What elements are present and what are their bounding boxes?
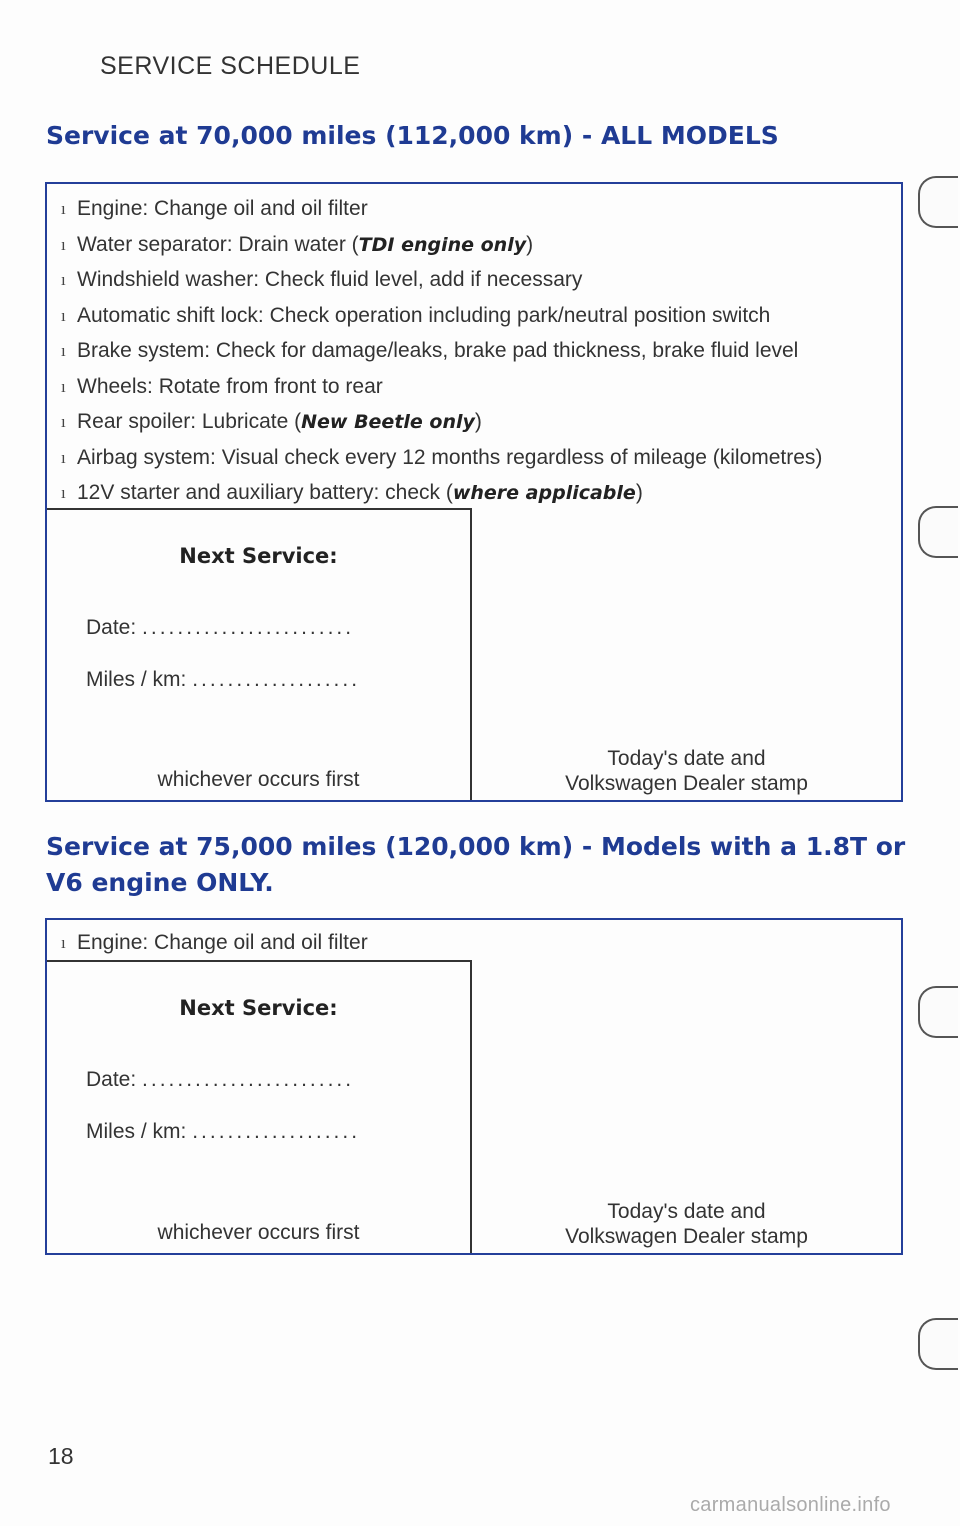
- page-number: 18: [48, 1443, 74, 1469]
- date-label: Date:: [86, 616, 137, 639]
- list-item: ı Rear spoiler: Lubricate (New Beetle only): [47, 404, 901, 440]
- date-label: Date:: [86, 1068, 137, 1091]
- list-item: ı Engine: Change oil and oil filter: [47, 191, 901, 227]
- bullet-icon: ı: [61, 376, 66, 396]
- date-field[interactable]: [86, 616, 354, 640]
- service-record-grid: [47, 508, 901, 800]
- miles-km-label: Miles / km:: [86, 668, 187, 691]
- miles-km-dots: ...................: [192, 1120, 361, 1143]
- miles-km-dots: ...................: [192, 668, 361, 691]
- dealer-stamp-caption: Today's date and Volkswagen Dealer stamp: [565, 747, 808, 795]
- bullet-icon: ı: [61, 305, 66, 325]
- list-item: ı Automatic shift lock: Check operation including park/neutral position switch: [47, 298, 901, 334]
- next-service-title: Next Service:: [179, 544, 338, 568]
- list-item: ı Brake system: Check for damage/leaks, brake pad thickness, brake fluid level: [47, 333, 901, 369]
- whichever-note: whichever occurs first: [157, 1221, 360, 1244]
- checklist: [47, 920, 901, 961]
- miles-km-field[interactable]: [86, 1120, 360, 1144]
- service-box-70000: [45, 182, 903, 802]
- next-service-panel: [47, 960, 472, 1253]
- checklist: [47, 184, 901, 511]
- miles-km-label: Miles / km:: [86, 1120, 187, 1143]
- bullet-icon: ı: [61, 933, 66, 952]
- list-item: ı 12V starter and auxiliary battery: check (where applicable): [47, 475, 901, 511]
- date-dots: ........................: [142, 616, 355, 639]
- whichever-note: whichever occurs first: [157, 768, 360, 791]
- list-item: ı Water separator: Drain water (TDI engine only): [47, 227, 901, 263]
- service-box-75000: [45, 918, 903, 1255]
- thumb-tab-icon: [918, 986, 958, 1038]
- miles-km-field[interactable]: [86, 668, 360, 692]
- next-service-title: Next Service:: [179, 996, 338, 1020]
- dealer-stamp-caption: Today's date and Volkswagen Dealer stamp: [565, 1200, 808, 1248]
- section-title-70000: Service at 70,000 miles (112,000 km) - ALL MODELS: [46, 121, 779, 150]
- watermark: carmanualsonline.info: [690, 1494, 891, 1516]
- date-dots: ........................: [142, 1068, 355, 1091]
- date-field[interactable]: [86, 1068, 354, 1092]
- thumb-tab-icon: [918, 1318, 958, 1370]
- page-header: SERVICE SCHEDULE: [100, 52, 361, 80]
- bullet-icon: ı: [61, 483, 66, 502]
- list-item: ı Airbag system: Visual check every 12 months regardless of mileage (kilometres): [47, 440, 901, 476]
- dealer-stamp-panel: [472, 508, 901, 800]
- thumb-tab-icon: [918, 176, 958, 228]
- thumb-tab-icon: [918, 506, 958, 558]
- bullet-icon: ı: [61, 447, 66, 467]
- bullet-icon: ı: [61, 412, 66, 431]
- list-item: ı Engine: Change oil and oil filter: [47, 925, 901, 961]
- dealer-stamp-panel: [472, 960, 901, 1253]
- list-item: ı Wheels: Rotate from front to rear: [47, 369, 901, 405]
- bullet-icon: ı: [61, 270, 66, 289]
- bullet-icon: ı: [61, 234, 66, 254]
- bullet-icon: ı: [61, 199, 66, 218]
- list-item: ı Windshield washer: Check fluid level, add if necessary: [47, 262, 901, 298]
- service-record-grid: [47, 960, 901, 1253]
- next-service-panel: [47, 508, 472, 800]
- section-title-75000: Service at 75,000 miles (120,000 km) - Models with a 1.8T or V6 engine ONLY.: [46, 832, 906, 897]
- bullet-icon: ı: [61, 341, 66, 360]
